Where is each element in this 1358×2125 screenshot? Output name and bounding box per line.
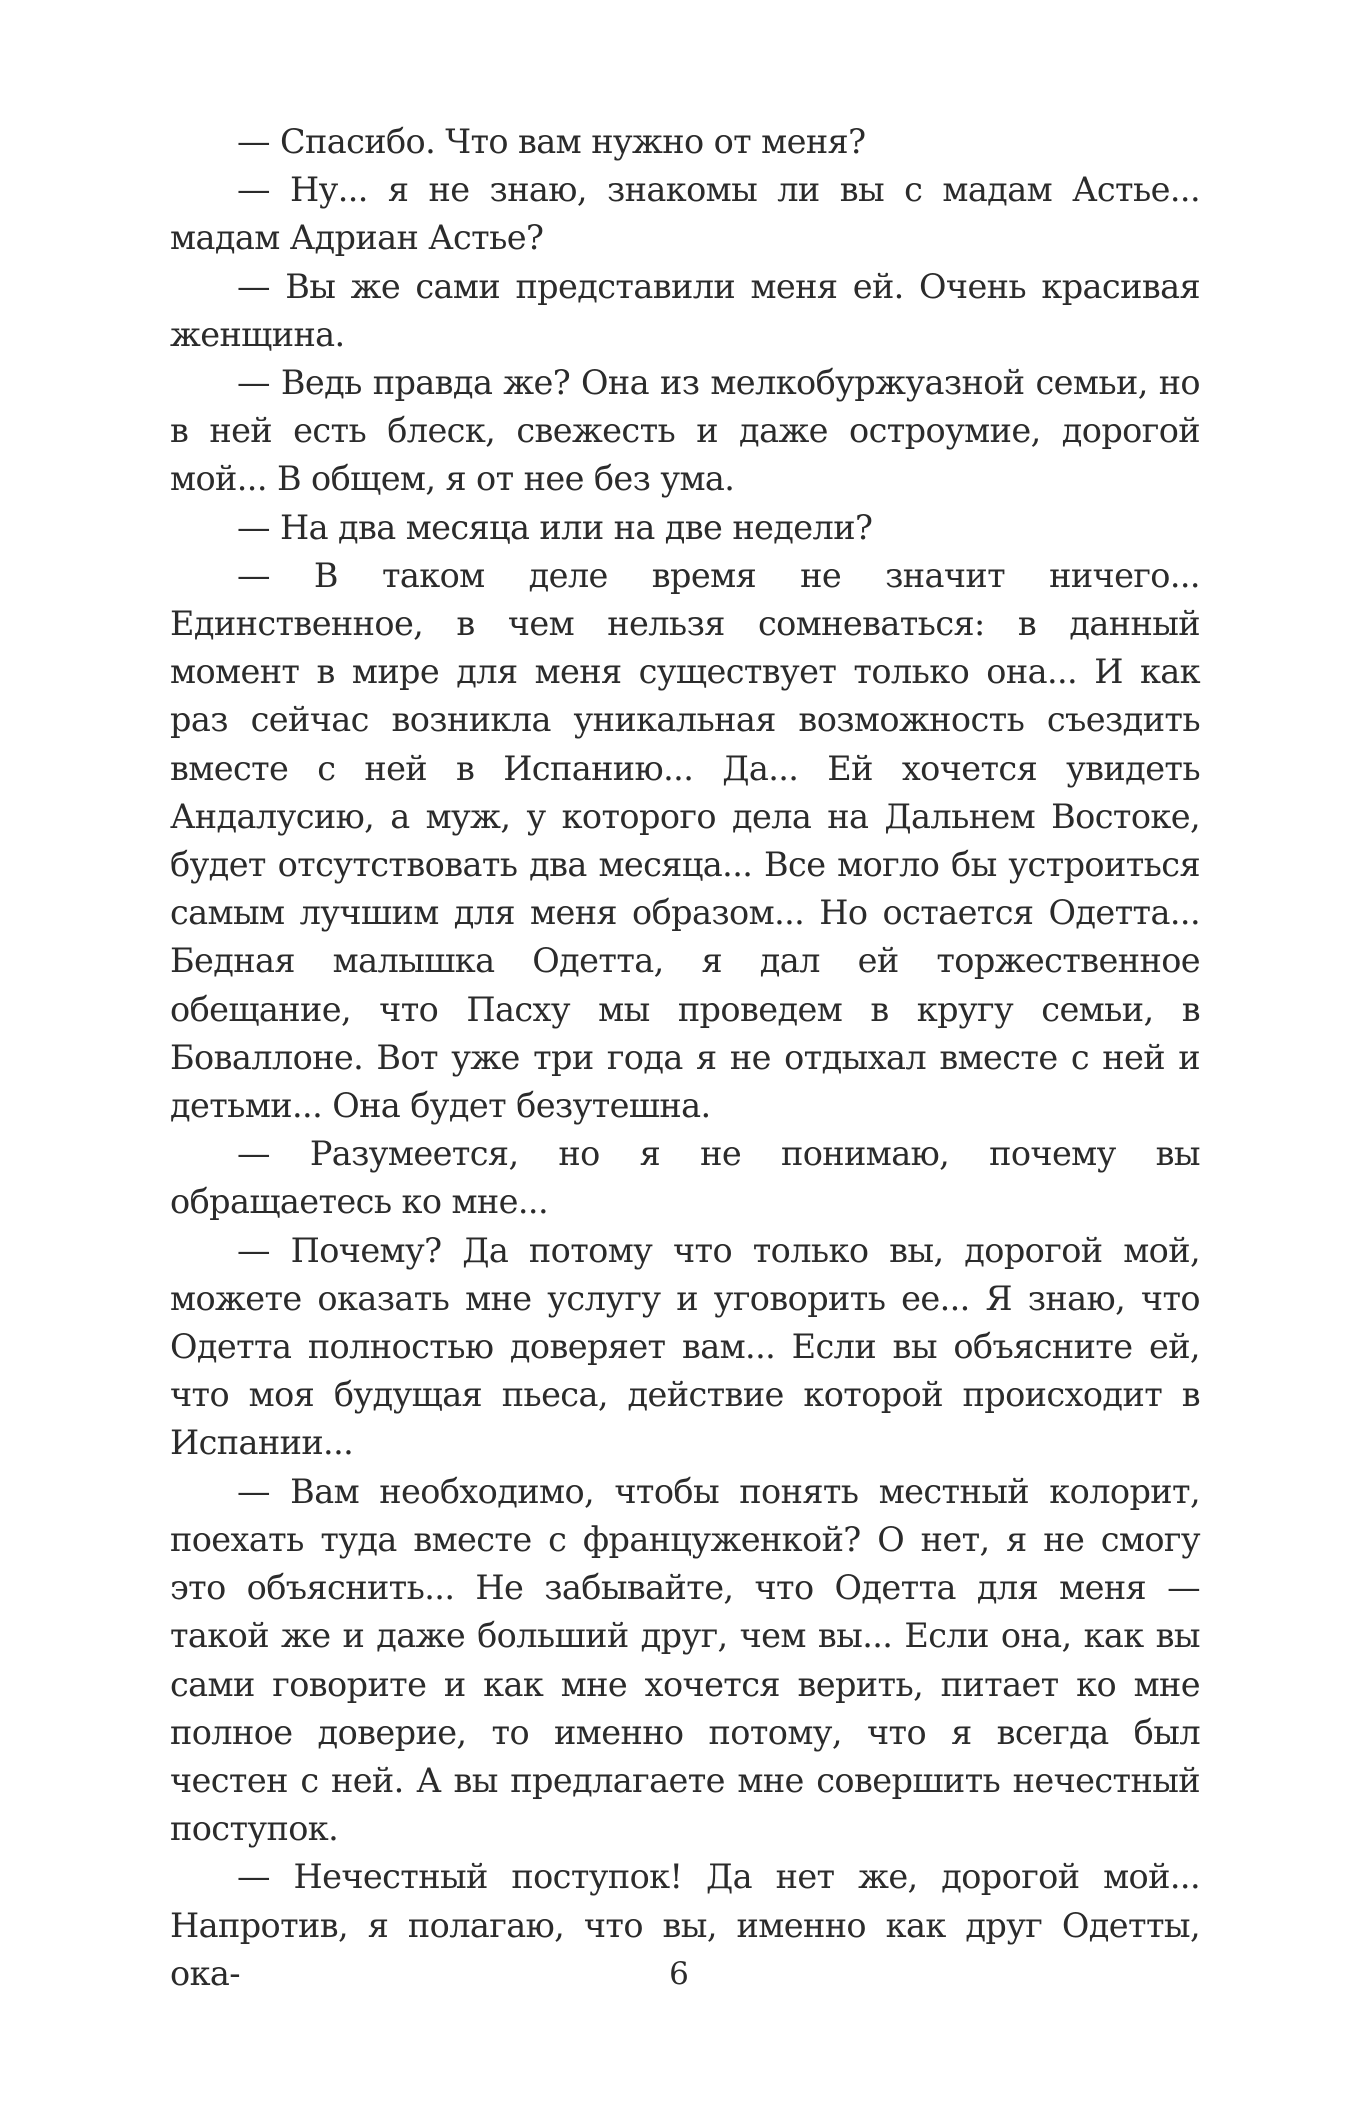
paragraph: — Разумеется, но я не понимаю, почему вы обращаетесь ко мне... <box>170 1134 1200 1222</box>
paragraph: — На два месяца или на две недели? <box>237 507 873 547</box>
paragraph: — Вы же сами представили меня ей. Очень красивая женщина. <box>170 266 1200 354</box>
paragraph: — Почему? Да потому что только вы, дорогой мой, можете оказать мне услугу и уговорить ее... Я знаю, что Одетта полностью доверяет вам... Если вы объясните ей, что моя будущая пьеса, действие которой происходит в Испании... <box>170 1230 1200 1463</box>
paragraph: — Ведь правда же? Она из мелкобуржуазной семьи, но в ней есть блеск, свежесть и даже остроумие, дорогой мой... В общем, я от нее без ума. <box>170 363 1200 499</box>
body-text <box>170 118 1200 1998</box>
paragraph: — В таком деле время не значит ничего... Единственное, в чем нельзя сомневаться: в данный момент в мире для меня существует только она... И как раз сейчас возникла уникальная возможность съездить вместе с ней в Испанию... Да... Ей хочется увидеть Андалусию, а муж, у которого дела на Дальнем Востоке, будет отсутствовать два месяца... Все могло бы устроиться самым лучшим для меня образом... Но остается Одетта... Бедная малышка Одетта, я дал ей торжественное обещание, что Пасху мы проведем в кругу семьи, в Боваллоне. Вот уже три года я не отдыхал вместе с ней и детьми... Она будет безутешна. <box>170 555 1200 1126</box>
paragraph: — Спасибо. Что вам нужно от меня? <box>237 122 866 161</box>
paragraph: — Ну... я не знаю, знакомы ли вы с мадам Астье... мадам Адриан Астье? <box>170 170 1200 258</box>
paragraph: — Нечестный поступок! Да нет же, дорогой мой... Напротив, я полагаю, что вы, именно как друг Одетты, ока- <box>170 1857 1200 1993</box>
page-number: 6 <box>669 1956 689 1992</box>
paragraph: — Вам необходимо, чтобы понять местный колорит, поехать туда вместе с француженкой? О нет, я не смогу это объяснить... Не забывайте, что Одетта для меня — такой же и даже больший друг, чем вы... Если она, как вы сами говорите и как мне хочется верить, питает ко мне полное доверие, то именно потому, что я всегда был честен с ней. А вы предлагаете мне совершить нечестный поступок. <box>170 1471 1200 1849</box>
